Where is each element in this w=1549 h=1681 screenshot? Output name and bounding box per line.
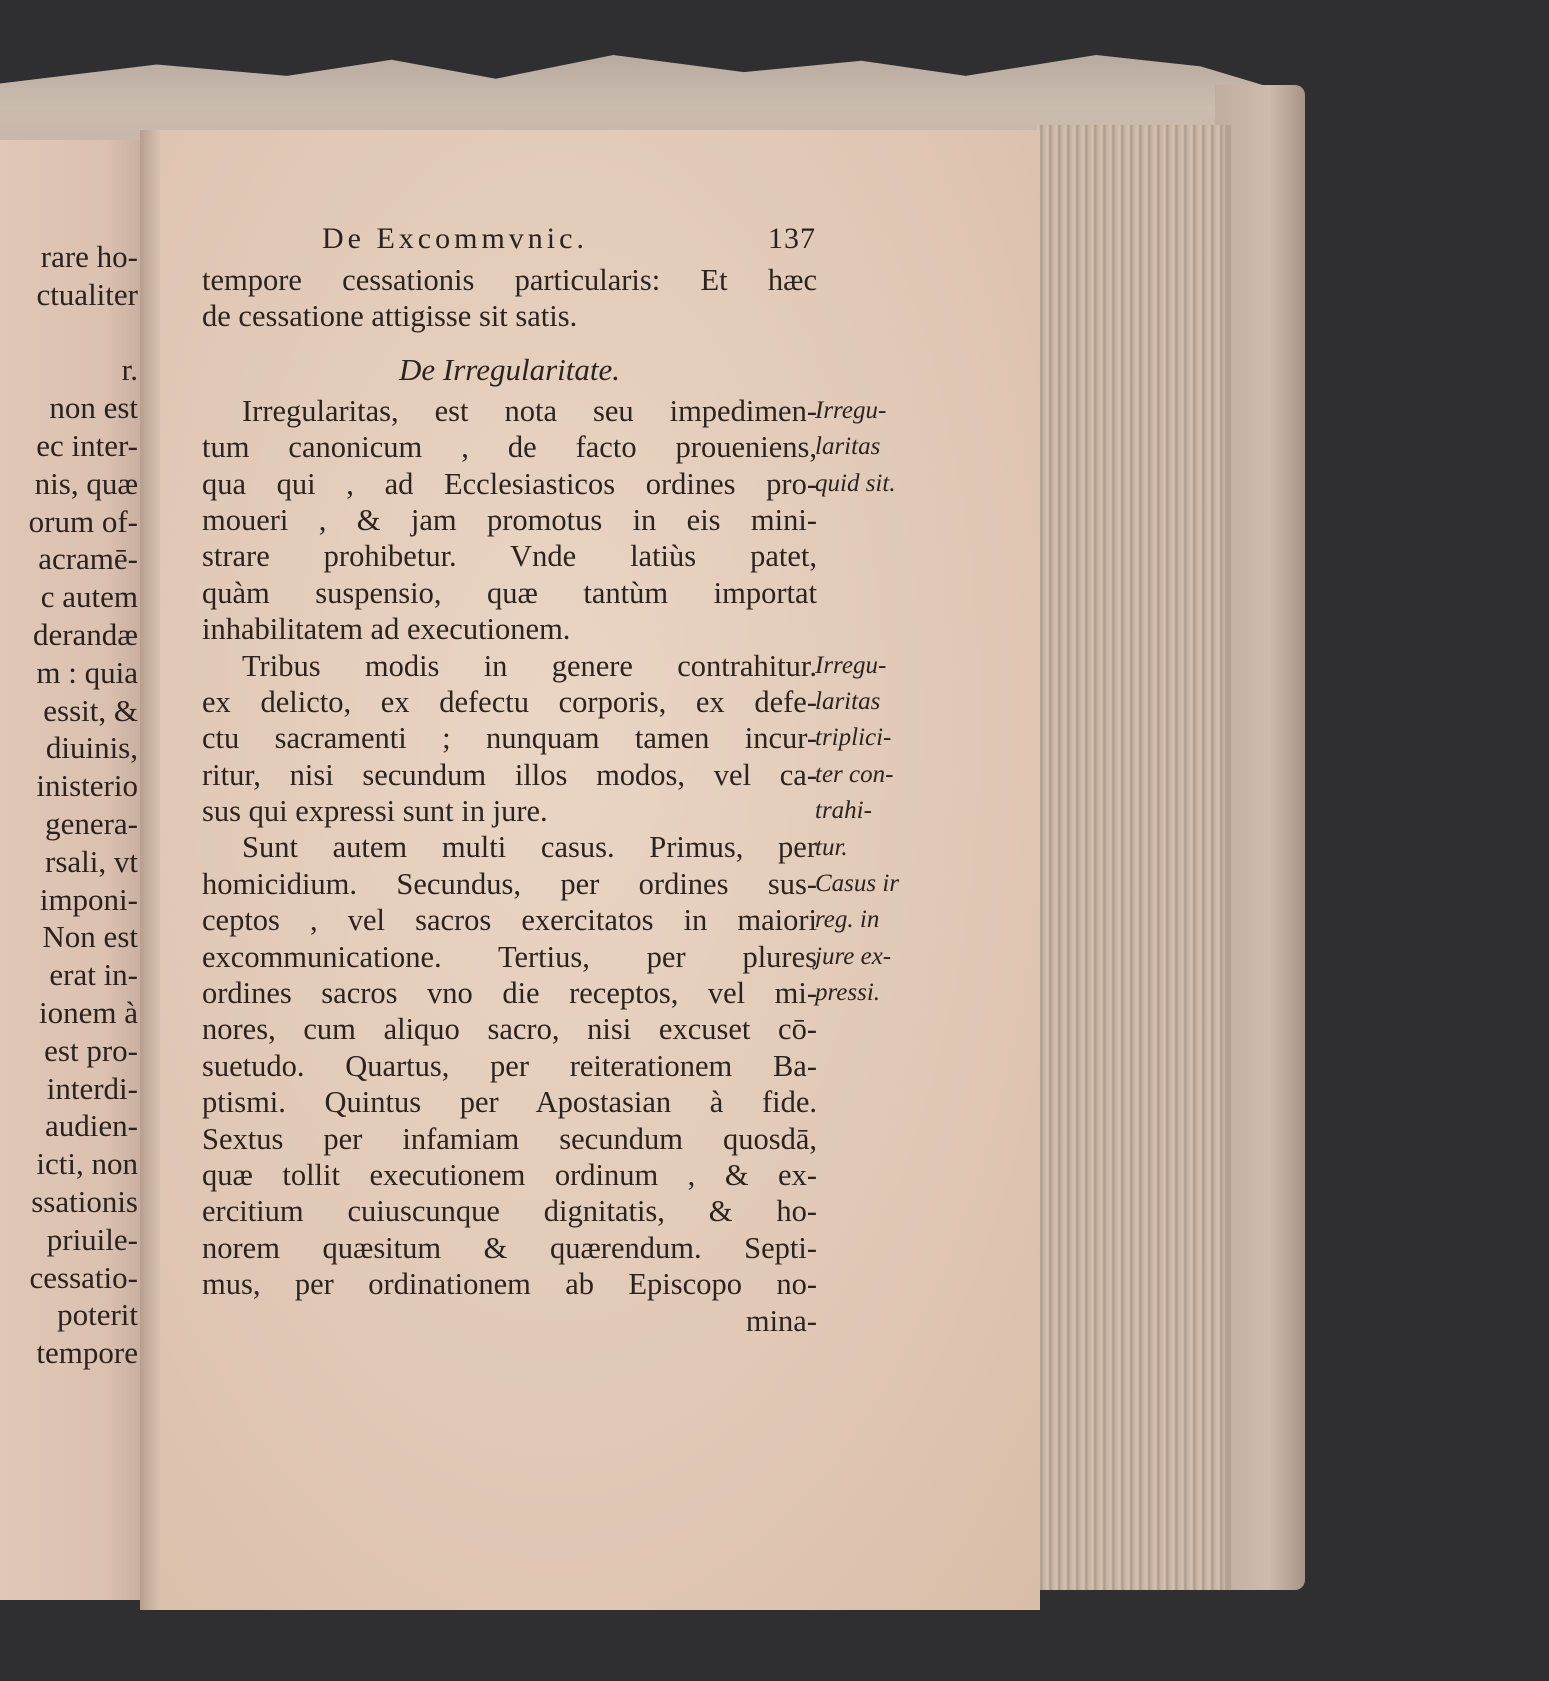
left-page-line: est pro-	[44, 1032, 138, 1068]
left-page-line: orum of-	[28, 503, 138, 539]
left-page-line: poterit	[57, 1297, 138, 1333]
left-page-line: icti, non	[36, 1146, 138, 1182]
left-page-line: cessatio-	[29, 1259, 138, 1295]
text-line: ritur, nisi secundum illos modos, vel ca-	[202, 757, 817, 792]
left-page-line: non est	[49, 390, 138, 426]
left-page-text	[29, 238, 138, 1372]
marginal-note	[815, 393, 935, 502]
marginal-note	[815, 866, 935, 1012]
left-page-line: nis, quæ	[34, 465, 138, 501]
text-line: Tribus modis in genere contrahitur.	[242, 648, 817, 683]
left-page-line: Non est	[42, 919, 138, 955]
left-page-line: c autem	[40, 579, 138, 615]
text-line: ctu sacramenti ; nunquam tamen incur-	[202, 721, 817, 756]
text-line: inhabilitatem ad executionem.	[202, 612, 571, 647]
marginal-note-line: tur.	[815, 833, 848, 861]
marginal-note-line: Irregu-	[815, 396, 887, 424]
marginal-note-line: quid sit.	[815, 469, 896, 497]
catchword: mina-	[745, 1303, 817, 1338]
left-page-line: rsali, vt	[45, 843, 138, 879]
marginal-note-line: triplici-	[815, 724, 892, 752]
marginal-note	[815, 648, 935, 866]
text-line: mus, per ordinationem ab Episcopo no-	[202, 1267, 817, 1302]
section-heading: De Irregularitate.	[399, 351, 620, 387]
text-line: suetudo. Quartus, per reiterationem Ba-	[202, 1048, 817, 1083]
text-line: ordines sacros vno die receptos, vel mi-	[202, 976, 817, 1011]
marginal-note-line: reg. in	[815, 906, 880, 934]
text-line: qua qui , ad Ecclesiasticos ordines pro-	[202, 466, 817, 501]
left-page-line: rare ho-	[40, 239, 138, 274]
main-text-block	[202, 262, 817, 1339]
left-page-line: erat in-	[49, 957, 138, 993]
page-number: 137	[768, 222, 816, 255]
text-line: ceptos , vel sacros exercitatos in maiori	[202, 903, 817, 938]
marginal-note-line: pressi.	[815, 979, 881, 1007]
text-line: strare prohibetur. Vnde latiùs patet,	[202, 539, 817, 574]
text-line: norem quæsitum & quærendum. Septi-	[202, 1230, 817, 1265]
left-page-line: interdi-	[46, 1070, 138, 1106]
left-page-line: r.	[121, 352, 138, 388]
text-line: tempore cessationis particularis: Et hæc	[202, 263, 817, 297]
text-line: ercitium cuiuscunque dignitatis, & ho-	[202, 1194, 817, 1229]
left-page-line: derandæ	[32, 616, 138, 652]
marginal-note-line: laritas	[815, 687, 881, 715]
left-page-line: imponi-	[39, 881, 138, 917]
text-line: Irregularitas, est nota seu impedimen-	[242, 393, 817, 428]
left-page-line: inisterio	[36, 768, 138, 804]
left-page-line: diuinis,	[45, 730, 138, 766]
text-line: Sextus per infamiam secundum quosdā,	[202, 1121, 817, 1156]
marginal-note-line: ter con-	[815, 760, 894, 788]
left-page-line: ec inter-	[36, 427, 138, 463]
text-line: ex delicto, ex defectu corporis, ex defe-	[202, 684, 817, 719]
text-line: moueri , & jam promotus in eis mini-	[202, 502, 817, 537]
left-page	[0, 140, 150, 1600]
text-line: quæ tollit executionem ordinum , & ex-	[202, 1157, 817, 1192]
text-line: Sunt autem multi casus. Primus, per	[242, 830, 817, 865]
left-page-line: m : quia	[36, 654, 138, 690]
left-page-line: acramē-	[38, 541, 138, 577]
left-page-line: genera-	[45, 805, 138, 841]
text-line: nores, cum aliquo sacro, nisi excuset cō-	[202, 1012, 817, 1047]
marginal-note-line: Irregu-	[815, 651, 887, 679]
running-head-title: De Excommvnic.	[322, 222, 588, 255]
left-page-line: ionem à	[39, 994, 138, 1030]
left-page-line: ssationis	[31, 1183, 138, 1219]
text-line: homicidium. Secundus, per ordines sus-	[202, 866, 817, 901]
text-line: de cessatione attigisse sit satis.	[202, 299, 578, 334]
left-page-line: essit, &	[43, 692, 138, 728]
text-line: quàm suspensio, quæ tantùm importat	[202, 575, 817, 610]
left-page-line: audien-	[45, 1108, 138, 1144]
text-line: sus qui expressi sunt in jure.	[202, 794, 548, 829]
page-edges	[1035, 125, 1231, 1590]
marginal-note-line: laritas	[815, 433, 881, 461]
marginal-note-line: Casus ir	[815, 870, 900, 897]
left-page-line: tempore	[36, 1335, 138, 1371]
running-header	[322, 222, 816, 262]
left-page-line: priuile-	[46, 1221, 138, 1257]
marginal-note-line: jure ex-	[815, 942, 892, 970]
text-line: ptismi. Quintus per Apostasian à fide.	[202, 1085, 817, 1120]
text-line: excommunicatione. Tertius, per plures	[202, 939, 817, 974]
left-page-line: ctualiter	[36, 276, 138, 312]
text-line: tum canonicum , de facto proueniens,	[202, 430, 817, 465]
left-page-line	[29, 314, 138, 352]
marginal-note-line: trahi-	[815, 797, 872, 825]
